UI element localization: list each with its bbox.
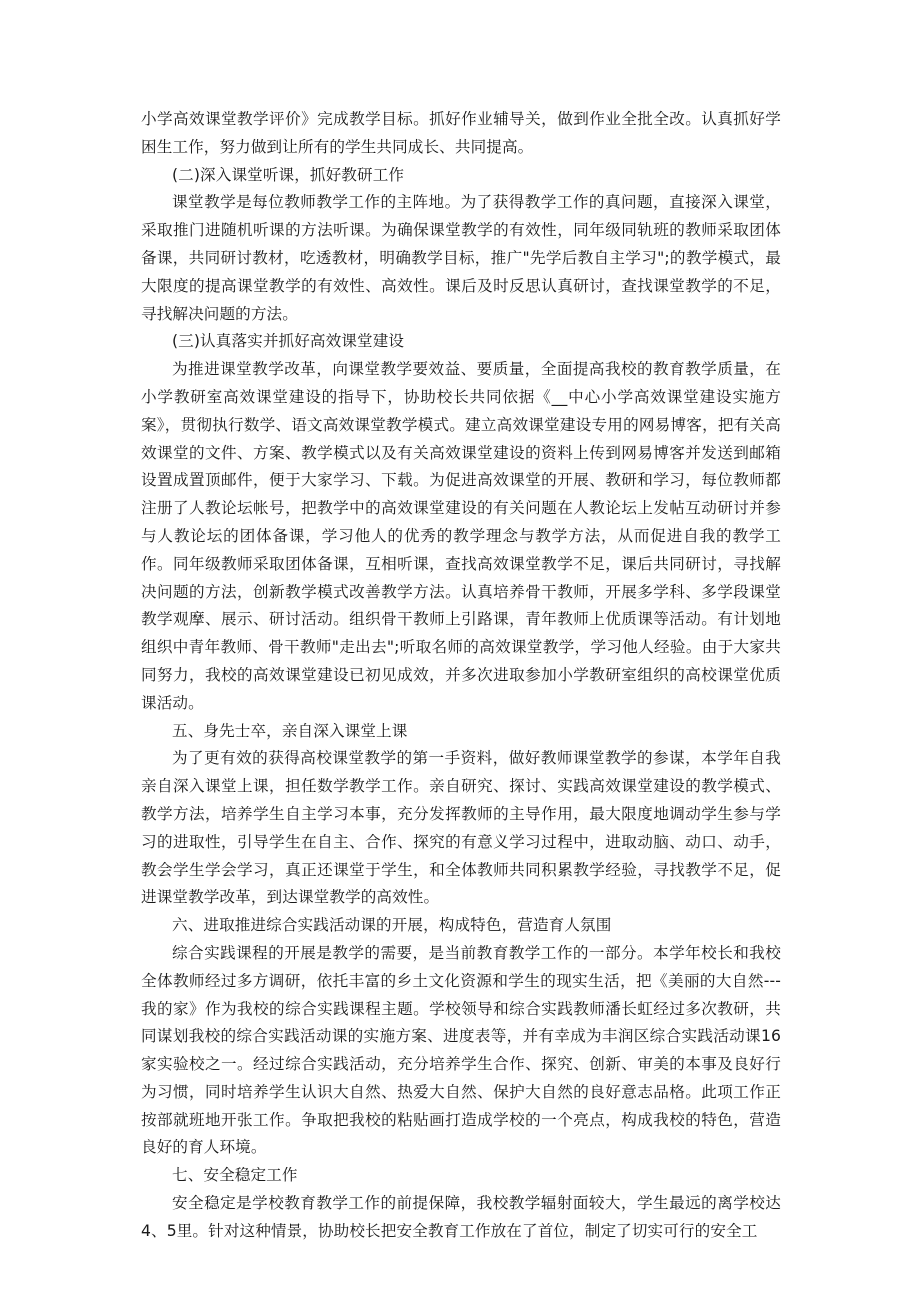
section-heading-5: 五、身先士卒，亲自深入课堂上课 [172,721,408,740]
document-page [141,106,781,1246]
paragraph-5: 为推进课堂教学改革，向课堂教学要效益、要质量，全面提高我校的教育教学质量，在小学教研室高效课堂建设的指导下，协助校长共同依据《__中心小学高效课堂建设实施方案》，贯彻执行数学、语文高效课堂教学模式。建立高效课堂建设专用的网易博客，把有关高效课堂的文件、方案、教学模式以及有关高效课堂建设的资料上传到网易博客并发送到邮箱设置成置顶邮件，便于大家学习、下载。为促进高效课堂的开展、教研和学习，每位教师都注册了人教论坛帐号，把教学中的高效课堂建设的有关问题在人教论坛上发帖互动研讨并参与人教论坛的团体备课，学习他人的优秀的教学理念与教学方法，从而促进自我的教学工作。同年级教师采取团体备课，互相听课，查找高效课堂教学不足，课后共同研讨，寻找解决问题的方法，创新教学模式改善教学方法。认真培养骨干教师，开展多学科、多学段课堂教学观摩、展示、研讨活动。组织骨干教师上引路课，青年教师上优质课等活动。有计划地组织中青年教师、骨干教师"走出去";听取名师的高效课堂教学，学习他人经验。由于大家共同努力，我校的高效课堂建设已初见成效，并多次进取参加小学教研室组织的高校课堂优质课活动。 [141,360,781,712]
paragraph-1: 小学高效课堂教学评价》完成教学目标。抓好作业辅导关，做到作业全批全改。认真抓好学困生工作，努力做到让所有的学生共同成长、共同提高。 [141,110,781,156]
section-heading-2: (二)深入课堂听课，抓好教研工作 [172,165,405,184]
paragraph-9: 综合实践课程的开展是教学的需要，是当前教育教学工作的一部分。本学年校长和我校全体教师经过多方调研，依托丰富的乡土文化资源和学生的现实生活，把《美丽的大自然---我的家》作为我校的综合实践课程主题。学校领导和综合实践教师潘长虹经过多次教研，共同谋划我校的综合实践活动课的实施方案、进度表等，并有幸成为丰润区综合实践活动课16家实验校之一。经过综合实践活动，充分培养学生合作、探究、创新、审美的本事及良好行为习惯，同时培养学生认识大自然、热爱大自然、保护大自然的良好意志品格。此项工作正按部就班地开张工作。争取把我校的粘贴画打造成学校的一个亮点，构成我校的特色，营造良好的育人环境。 [141,943,781,1157]
paragraph-3: 课堂教学是每位教师教学工作的主阵地。为了获得教学工作的真问题，直接深入课堂，采取推门进随机听课的方法听课。为确保课堂教学的有效性，同年级同轨班的教师采取团体备课，共同研讨教材，吃透教材，明确教学目标，推广"先学后教自主学习";的教学模式，最大限度的提高课堂教学的有效性、高效性。课后及时反思认真研讨，查找课堂教学的不足，寻找解决问题的方法。 [141,193,781,323]
paragraph-7: 为了更有效的获得高校课堂教学的第一手资料，做好教师课堂教学的参谋，本学年自我亲自深入课堂上课，担任数学教学工作。亲自研究、探讨、实践高效课堂建设的教学模式、教学方法，培养学生自主学习本事，充分发挥教师的主导作用，最大限度地调动学生参与学习的进取性，引导学生在自主、合作、探究的有意义学习过程中，进取动脑、动口、动手，教会学生学会学习，真正还课堂于学生，和全体教师共同积累教学经验，寻找教学不足，促进课堂教学改革，到达课堂教学的高效性。 [141,749,781,907]
section-heading-7: 七、安全稳定工作 [172,1166,298,1185]
paragraph-11: 安全稳定是学校教育教学工作的前提保障，我校教学辐射面较大，学生最远的离学校达4、5里。针对这种情景，协助校长把安全教育工作放在了首位，制定了切实可行的安全工 [141,1194,781,1240]
section-heading-3: (三)认真落实并抓好高效课堂建设 [172,332,405,351]
section-heading-6: 六、进取推进综合实践活动课的开展，构成特色，营造育人氛围 [172,916,612,935]
